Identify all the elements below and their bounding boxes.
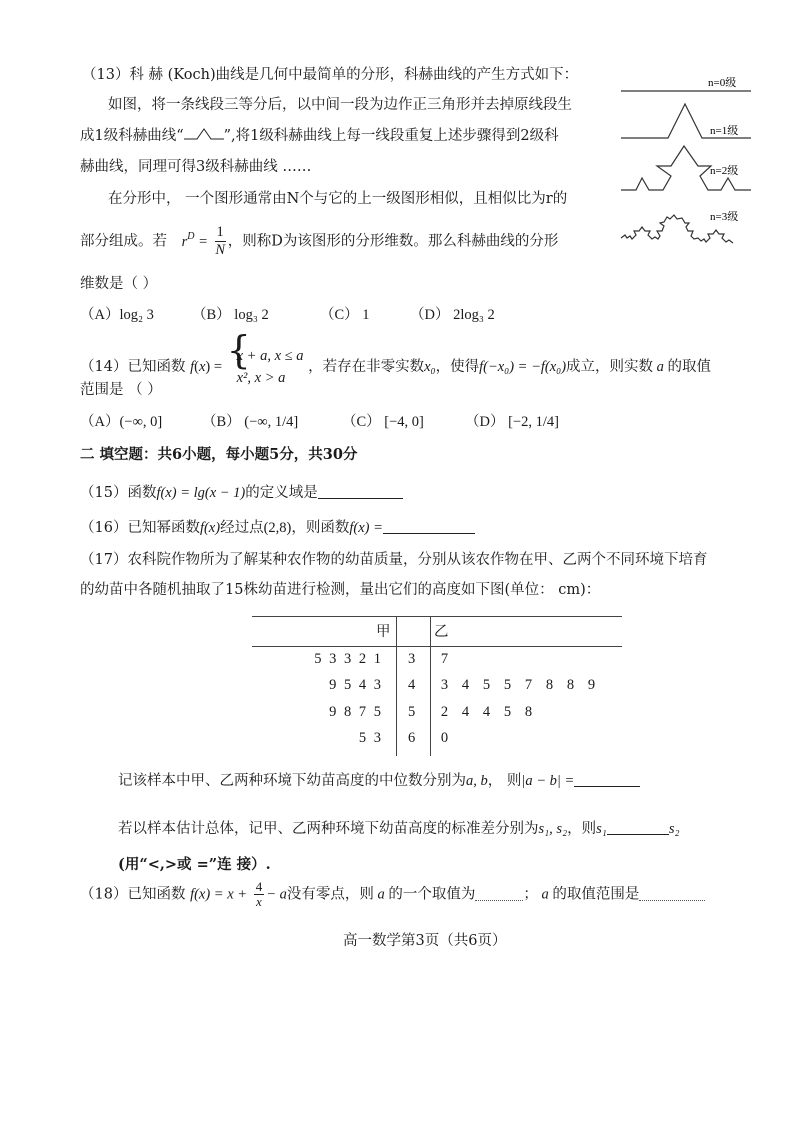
q14-line1: （14）已知函数 f(x) = { x + a, x ≤ a x², x > a ，若存在非零实数x₀，使得f(−x₀) = −f(x₀)成立，则实数 a 的取值 [80,345,711,389]
left-leaves-row2: 9 5 4 3 [329,677,383,693]
left-leaves-row4: 5 3 [358,730,383,746]
right-leaves-row2: 3 4 5 5 7 8 8 9 [440,677,596,693]
q13-option-d: （D） 2log₃ 2 [410,307,495,323]
q13-option-c: （C） 1 [320,307,370,323]
q13-line5: 在分形中， 一个图形通常由N个与它的上一级图形相似，且相似比为r的 [108,191,568,207]
koch-label-3: n=3级 [710,211,739,223]
koch-label-2: n=2级 [710,165,739,177]
piecewise-function: { x + a, x ≤ a x², x > a [226,328,304,386]
r-power-d: $r^D$ = [181,230,208,250]
right-leaves-row3: 2 4 4 5 8 [440,704,533,720]
q17-compare-blank[interactable] [607,820,669,835]
q18-line: （18）已知函数 f(x) = x + $\frac{4}{x}$ − a没有零点，则 a 的一个取值为 ； a 的取值范围是 [80,880,705,909]
q13-option-b: （B） log₃ 2 [192,307,269,323]
q18-range-blank[interactable] [639,886,705,901]
q14-options [80,413,600,443]
q14-line2: 范围是 （ ） [80,382,162,398]
koch-curve-figure [616,70,756,245]
stem-row3: 5 [408,704,416,720]
stem-row2: 4 [408,677,416,693]
header-yi: 乙 [434,624,449,640]
q14-option-d: （D） [−2, 1/4] [465,414,559,430]
q13-option-a: （A）log₂ 3 [80,307,154,323]
q13-line6: 部分组成。若 $r^D$ = $\frac{1}{N}$ ，则称D为该图形的分形维数。那么科赫曲线的分形 [80,224,559,258]
right-leaves-row4: 0 [440,730,449,746]
q14-option-c: （C） [−4, 0] [342,414,424,430]
q17-line1: （17）农科院作物所为了解某种农作物的幼苗质量，分别从该农作物在甲、乙两个不同环境下培育 [80,552,708,568]
q17-sub1: 记该样本中甲、乙两种环境下幼苗高度的中位数分别为a, b， 则|a − b| = [118,772,640,790]
right-leaves-row1: 7 [440,651,449,667]
koch-label-0: n=0级 [708,77,737,89]
q13-line4: 赫曲线，同理可得3级科赫曲线 …… [80,159,312,175]
one-over-n-fraction: $\frac{1}{N}$ [215,224,225,258]
q15-line: （15）函数f(x) = lg(x − 1)的定义域是 [80,484,403,502]
page-footer: 高一数学第3页（共6页） [343,933,507,949]
koch-label-1: n=1级 [710,125,739,137]
koch-level1-inline-icon [184,127,224,141]
q17-sub2: 若以样本估计总体，记甲、乙两种环境下幼苗高度的标准差分别为s₁, s₂，则s₁ s₂ [118,821,680,837]
q17-sub3: (用“<,>或 =”连 接）. [118,856,271,873]
q17-median-blank[interactable] [574,772,640,787]
left-leaves-row1: 5 3 3 2 1 [314,651,383,667]
q14-option-a: （A）(−∞, 0] [80,414,163,430]
four-over-x-fraction: $\frac{4}{x}$ [255,879,263,909]
section2-heading: 二 填空题：共6小题，每小题5分，共30分 [80,446,358,463]
fx-label: f [190,359,195,375]
q17-line2: 的幼苗中各随机抽取了15株幼苗进行检测，量出它们的高度如下图(单位： cm)： [80,582,601,598]
q16-line: （16）已知幂函数f(x)经过点(2,8)，则函数f(x) = [80,519,475,537]
q13-line3: 成1级科赫曲线“ ”,将1级科赫曲线上每一线段重复上述步骤得到2级科 [80,128,559,144]
stem-row1: 3 [408,651,416,667]
left-leaves-row3: 9 8 7 5 [329,704,383,720]
q15-answer-blank[interactable] [318,484,403,499]
q18-value-blank[interactable] [475,886,523,901]
q13-line2: 如图，将一条线段三等分后，以中间一段为边作正三角形并去掉原线段生 [108,97,572,113]
q13-line1: （13）科 赫 (Koch)曲线是几何中最简单的分形，科赫曲线的产生方式如下： [82,67,579,83]
q16-answer-blank[interactable] [383,519,475,534]
stem-row4: 6 [408,730,416,746]
stem-leaf-plot [252,616,622,756]
q14-option-b: （B） (−∞, 1/4] [202,414,299,430]
q13-line7: 维数是（ ） [80,276,158,292]
header-jia: 甲 [376,624,391,640]
